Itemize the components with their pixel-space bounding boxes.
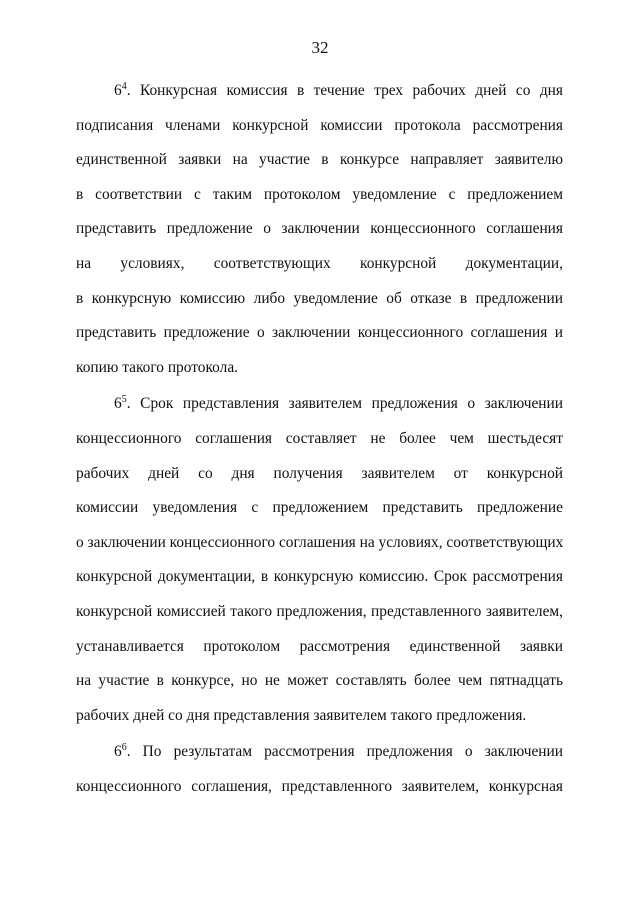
page-number: 32 bbox=[311, 38, 329, 57]
clause-number: $6^6$ bbox=[114, 742, 127, 761]
paragraph-6-5 bbox=[76, 387, 563, 733]
paragraph-line: концессионного соглашения составляет не более чем шестьдесят bbox=[76, 429, 563, 447]
clause-number: $6^4$ bbox=[114, 81, 127, 99]
paragraph-line: подписания членами конкурсной комиссии протокола рассмотрения bbox=[76, 116, 563, 134]
paragraph-line: копию такого протокола. bbox=[76, 358, 239, 376]
paragraph-6-4 bbox=[76, 74, 563, 385]
document-body bbox=[76, 74, 563, 806]
paragraph-line: $6^6$. По результатам рассмотрения предложения о заключении bbox=[114, 742, 563, 761]
paragraph-line: рабочих дней со дня представления заявителем такого предложения. bbox=[76, 706, 527, 724]
paragraph-line: на условиях, соответствующих конкурсной документации, bbox=[76, 254, 563, 272]
paragraph-line: конкурсной комиссией такого предложения, представленного заявителем, bbox=[76, 602, 563, 620]
paragraph-line: в соответствии с таким протоколом уведомление с предложением bbox=[76, 185, 563, 203]
paragraph-line: $6^5$. Срок представления заявителем предложения о заключении bbox=[114, 394, 563, 413]
paragraph-line: рабочих дней со дня получения заявителем от конкурсной bbox=[76, 464, 563, 482]
paragraph-line: о заключении концессионного соглашения на условиях, соответствующих bbox=[76, 533, 563, 551]
paragraph-line: в конкурсную комиссию либо уведомление об отказе в предложении bbox=[76, 289, 563, 307]
paragraph-6-6 bbox=[76, 735, 563, 804]
paragraph-line: единственной заявки на участие в конкурсе направляет заявителю bbox=[76, 151, 563, 169]
paragraph-line: на участие в конкурсе, но не может составлять более чем пятнадцать bbox=[76, 672, 563, 690]
paragraph-line: концессионного соглашения, представленного заявителем, конкурсная bbox=[76, 777, 563, 795]
clause-number: $6^5$ bbox=[114, 394, 127, 413]
paragraph-line: устанавливается протоколом рассмотрения единственной заявки bbox=[76, 637, 563, 655]
paragraph-line: комиссии уведомления с предложением представить предложение bbox=[76, 499, 563, 517]
paragraph-line: представить предложение о заключении концессионного соглашения bbox=[76, 220, 563, 238]
paragraph-line: $6^4$. Конкурсная комиссия в течение трех рабочих дней со дня bbox=[114, 81, 563, 99]
paragraph-line: конкурсной документации, в конкурсную комиссию. Срок рассмотрения bbox=[76, 568, 563, 586]
paragraph-line: представить предложение о заключении концессионного соглашения и bbox=[76, 324, 563, 342]
